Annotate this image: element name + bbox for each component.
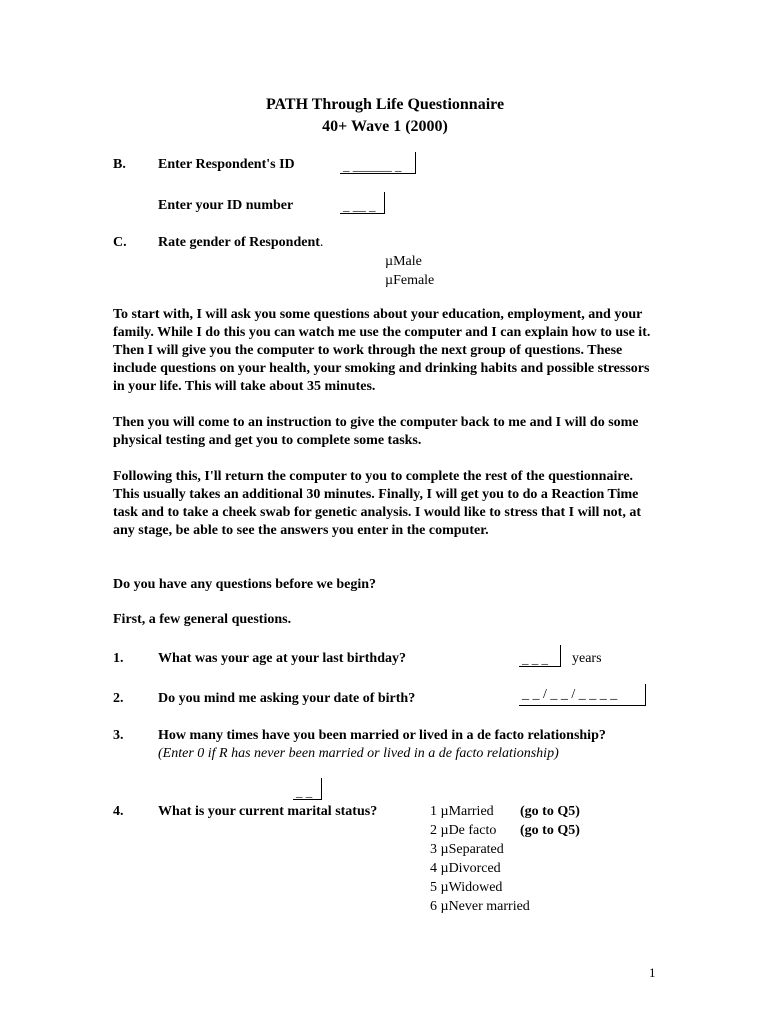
q2-text: Do you mind me asking your date of birth? bbox=[158, 691, 416, 706]
q3-text: How many times have you been married or lived in a de facto relationship? bbox=[158, 728, 606, 743]
interviewer-id-field[interactable]: _ __ _ bbox=[340, 192, 385, 214]
gender-option-male[interactable]: µMale bbox=[385, 254, 422, 269]
q3-number: 3. bbox=[113, 728, 124, 743]
q4-option-separated[interactable] bbox=[430, 841, 504, 859]
q4-option-label: µWidowed bbox=[440, 880, 503, 895]
q4-option-never-married[interactable] bbox=[430, 898, 530, 916]
intro-paragraph-2: Then you will come to an instruction to give the computer back to me and I will do some physical testing and get you to complete some tasks. bbox=[113, 415, 639, 448]
respondent-id-label: Enter Respondent's ID bbox=[158, 157, 295, 172]
q4-option-code: 3 bbox=[430, 842, 437, 857]
intro-paragraph-3: Following this, I'll return the computer to you to complete the rest of the questionnaire. This usually takes an additional 30 minutes. Finally, I will get you to do a Reaction Time task and to take a cheek swab for genetic analysis. I would like to stress that I will not, at any stage, be able to see the answers you enter in the computer. bbox=[113, 469, 642, 538]
q4-skip-instruction: (go to Q5) bbox=[520, 804, 580, 819]
q4-text: What is your current marital status? bbox=[158, 804, 378, 819]
respondent-id-field[interactable]: _ ______ _ bbox=[340, 152, 416, 174]
q4-option-code: 2 bbox=[430, 823, 437, 838]
page-number: 1 bbox=[649, 965, 656, 980]
document-title: PATH Through Life Questionnaire bbox=[265, 96, 505, 113]
document-subtitle: 40+ Wave 1 (2000) bbox=[322, 118, 448, 135]
gender-label: Rate gender of Respondent bbox=[158, 235, 320, 250]
gender-question bbox=[158, 234, 323, 252]
q4-option-label: µSeparated bbox=[440, 842, 504, 857]
gender-label-period: . bbox=[319, 235, 324, 250]
q4-option-de-facto[interactable] bbox=[430, 822, 496, 840]
q4-option-label: µDe facto bbox=[440, 823, 497, 838]
q4-option-code: 6 bbox=[430, 899, 437, 914]
section-b-letter: B. bbox=[113, 157, 126, 172]
q1-unit: years bbox=[572, 651, 602, 666]
q4-option-divorced[interactable] bbox=[430, 860, 501, 878]
q4-option-label: µNever married bbox=[440, 899, 530, 914]
q1-number: 1. bbox=[113, 651, 124, 666]
gender-option-female[interactable]: µFemale bbox=[385, 273, 435, 288]
interviewer-id-label: Enter your ID number bbox=[158, 198, 294, 213]
q3-count-field[interactable]: _ _ bbox=[293, 778, 322, 800]
q4-option-widowed[interactable] bbox=[430, 879, 502, 897]
q4-option-code: 5 bbox=[430, 880, 437, 895]
q4-option-label: µMarried bbox=[440, 804, 494, 819]
q4-option-code: 1 bbox=[430, 804, 437, 819]
q4-option-married[interactable] bbox=[430, 803, 494, 821]
intro-paragraph-5: First, a few general questions. bbox=[113, 612, 292, 627]
q1-text: What was your age at your last birthday? bbox=[158, 651, 407, 666]
q4-number: 4. bbox=[113, 804, 124, 819]
q1-age-field[interactable]: _ _ _ bbox=[519, 645, 561, 667]
q4-option-label: µDivorced bbox=[440, 861, 501, 876]
q3-instruction: (Enter 0 if R has never been married or lived in a de facto relationship) bbox=[158, 746, 559, 761]
intro-paragraph-1: To start with, I will ask you some questions about your education, employment, and your family. While I do this you can watch me use the computer and I can explain how to use it. Then I will give you the computer to work through the next group of questions. These include questions on your health, your smoking and drinking habits and possible stressors in your life. This will take about 35 minutes. bbox=[113, 307, 651, 394]
q4-skip-instruction: (go to Q5) bbox=[520, 823, 580, 838]
q4-option-code: 4 bbox=[430, 861, 437, 876]
section-c-letter: C. bbox=[113, 235, 127, 250]
q2-number: 2. bbox=[113, 691, 124, 706]
q2-date-of-birth-field[interactable]: _ _ / _ _ / _ _ _ _ bbox=[519, 684, 646, 706]
intro-paragraph-4: Do you have any questions before we begin? bbox=[113, 577, 377, 592]
